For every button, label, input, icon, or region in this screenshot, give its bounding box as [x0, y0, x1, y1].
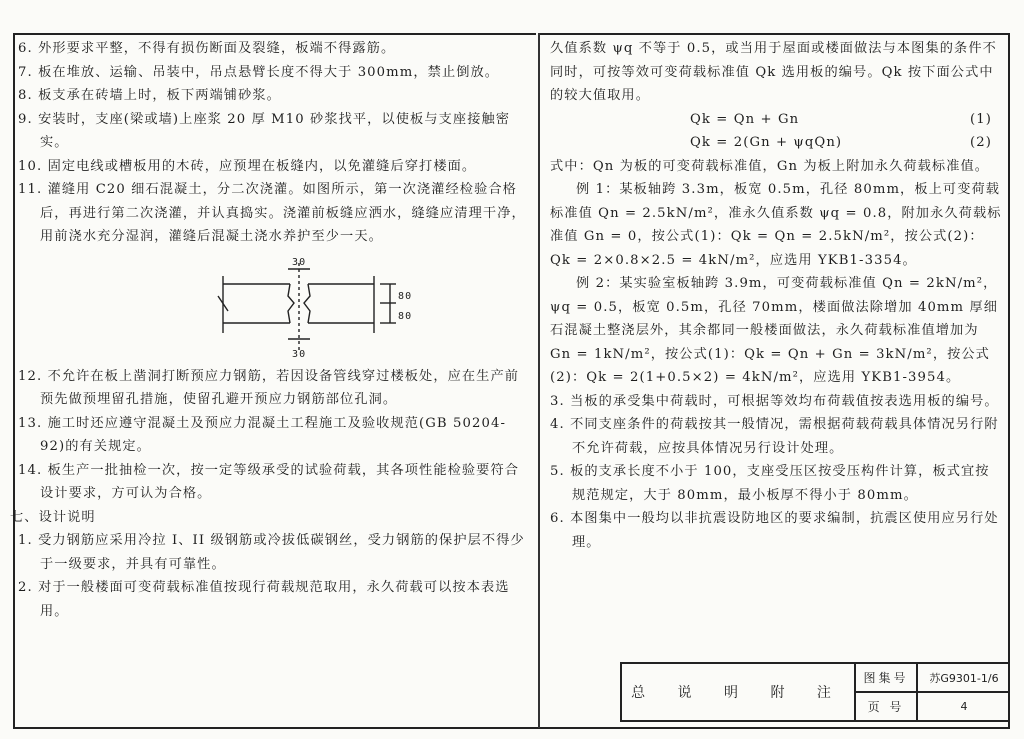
note-item-6: 6. 外形要求平整，不得有损伤断面及裂缝，板端不得露筋。	[18, 41, 396, 56]
design-note-3: 3. 当板的承受集中荷载时，可根据等效均布荷载值按表选用板的编号。	[550, 393, 999, 409]
formula-1	[550, 108, 1002, 132]
design-note-4: 4. 不同支座条件的荷载按其一般情况，需根据荷载荷载具体情况另行附不允许荷载，应按具体情况另行设计处理。	[550, 417, 999, 456]
formula-2-expr: Qk = 2(Gn + ψqQn)	[690, 135, 843, 150]
title-block-atlas-row	[856, 664, 1010, 693]
note-item-14: 14. 板生产一批抽检一次，按一定等级承受的试验荷载，其各项性能检验要符合设计要求，方可认为合格。	[18, 462, 520, 501]
formula-2	[550, 131, 1002, 155]
section-heading-design: 七、设计说明	[10, 509, 96, 525]
design-note-6: 6. 本图集中一般均以非抗震设防地区的要求编制，抗震区使用应另行处理。	[550, 511, 999, 550]
note-item-9: 9. 安装时，支座(梁或墙)上座浆 20 厚 M10 砂浆找平，以使板与支座接触密实。	[18, 111, 511, 150]
right-column	[550, 37, 1002, 554]
frame-border-bottom	[13, 727, 1010, 729]
example-1: 例 1：某板轴跨 3.3m，板宽 0.5m，孔径 80mm，板上可变荷载标准值 Qn = 2.5kN/m²，准永久值系数 ψq = 0.8，附加永久荷载标准值 Gn = 0，按公式(1)：Qk = Qn = 2.5kN/m²，按公式(2)：Qk = 2×0.8×2.5 = 4kN/m²，应选用 YKB1-3354。	[550, 182, 1002, 268]
formula-explanation: 式中：Qn 为板的可变荷载标准值，Gn 为板上附加永久荷载标准值。	[550, 158, 990, 174]
note-item-8: 8. 板支承在砖墙上时，板下两端铺砂浆。	[18, 88, 281, 103]
figure-dim-right-lower: 80	[398, 310, 413, 322]
note-item-7: 7. 板在堆放、运输、吊装中，吊点悬臂长度不得大于 300mm，禁止倒放。	[18, 64, 500, 80]
figure-dim-top: 30	[292, 256, 307, 268]
formula-1-number: (1)	[970, 111, 992, 127]
note-item-11: 11. 灌缝用 C20 细石混凝土，分二次浇灌。如图所示，第一次浇灌经检验合格后，再进行第二次浇灌，并认真捣实。浇灌前板缝应洒水，缝缝应清理干净，用前浇水充分湿润，灌缝后混凝土浇水养护至少一天。	[18, 182, 526, 244]
frame-border-top-left	[13, 33, 536, 35]
design-note-2: 2. 对于一般楼面可变荷载标准值按现行荷载规范取用，永久荷载可以按本表选用。	[18, 580, 510, 619]
frame-border-top-right	[540, 33, 1008, 35]
frame-border-left	[13, 33, 15, 728]
note-item-10: 10. 固定电线或槽板用的木砖，应预埋在板缝内，以免灌缝后穿打楼面。	[18, 158, 477, 174]
figure-dim-right-upper: 80	[398, 290, 413, 302]
page-number-value: 4	[960, 700, 968, 713]
frame-border-right	[1008, 33, 1010, 728]
title-block	[620, 662, 1010, 722]
column-divider	[538, 33, 540, 728]
formula-2-number: (2)	[970, 135, 992, 150]
formula-1-expr: Qk = Qn + Gn	[690, 111, 800, 127]
atlas-number-value: 苏G9301-1/6	[929, 671, 999, 685]
design-note-1: 1. 受力钢筋应采用冷拉 I、II 级钢筋或冷拔低碳钢丝，受力钢筋的保护层不得少于一级要求，并具有可靠性。	[18, 533, 525, 572]
joint-detail-figure	[18, 251, 530, 359]
note-item-13: 13. 施工时还应遵守混凝土及预应力混凝土工程施工及验收规范(GB 50204-92)的有关规定。	[18, 415, 507, 454]
title-block-name: 总 说 明 附 注	[622, 664, 856, 720]
note-item-12: 12. 不允许在板上凿洞打断预应力钢筋，若因设备管线穿过楼板处，应在生产前预先做预埋留孔措施，使留孔避开预应力钢筋部位孔洞。	[18, 368, 520, 407]
load-paragraph: 久值系数 ψq 不等于 0.5，或当用于屋面或楼面做法与本图集的条件不同时，可按等效可变荷载标准值 Qk 选用板的编号。Qk 按下面公式中的较大值取用。	[550, 41, 997, 103]
left-column	[10, 37, 530, 623]
atlas-number-label: 图集号	[856, 664, 918, 691]
design-note-5: 5. 板的支承长度不小于 100，支座受压区按受压构件计算，板式宜按规范规定，大于 80mm，最小板厚不得小于 80mm。	[550, 464, 990, 503]
example-2: 例 2：某实验室板轴跨 3.9m，可变荷载标准值 Qn = 2kN/m²，ψq = 0.5，板宽 0.5m，孔径 70mm，楼面做法除增加 40mm 厚细石混凝土整浇层外，其余都同一般楼面做法，永久荷载标准值增加为 Gn = 1kN/m²，按公式(1)：Qk = Qn + Gn = 3kN/m²，按公式(2)：Qk = 2(1+0.5×2) = 4kN/m²，应选用 YKB1-3954。	[550, 276, 999, 385]
figure-dim-bottom: 30	[292, 348, 307, 360]
joint-detail-drawing	[18, 251, 530, 359]
page-number-label: 页 号	[856, 693, 918, 720]
title-block-page-row	[856, 693, 1010, 720]
